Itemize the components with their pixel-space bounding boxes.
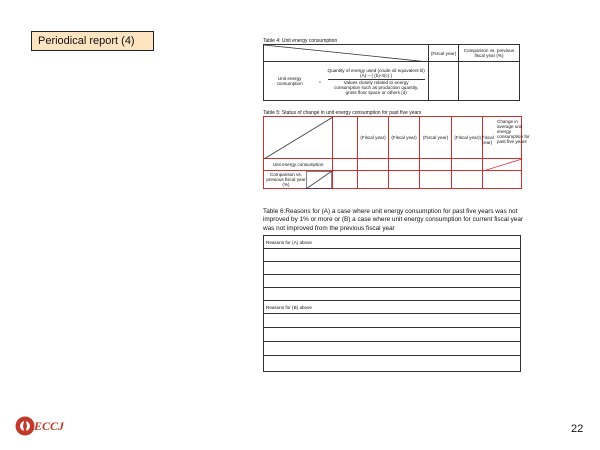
table4-row-label: Unit energy consumption [276, 76, 303, 86]
table4 [263, 44, 520, 101]
table4-numerator-1: Quantity of energy used (crude oil equivalent kl) [327, 67, 425, 73]
table5-cell[interactable] [452, 171, 483, 189]
table6-line[interactable] [264, 356, 521, 372]
table4-diagonal-line [264, 45, 429, 62]
table5-row-unit-energy: Unit energy consumption [264, 159, 333, 171]
table4-header-comparison: Comparison vs. previous fiscal year (%) [459, 45, 520, 62]
table6-line[interactable] [264, 288, 521, 301]
table5-diagonal-cell [264, 117, 333, 159]
table6-line[interactable] [264, 249, 521, 262]
table6-line[interactable] [264, 328, 521, 342]
table5-header-5: (Fiscal year) Change in average unit energy consumption for past five years [483, 117, 522, 159]
table5-cell[interactable] [452, 159, 483, 171]
table5-cell[interactable] [389, 171, 420, 189]
table5-caption: Table 5: Status of change in unit energy consumption for past five years [263, 110, 422, 116]
table5-cell[interactable] [358, 171, 389, 189]
table5-diagonal-line [264, 117, 333, 159]
table4-denominator-3: gross floor space or others (d) [345, 89, 407, 95]
table4-numerator-2: (A) − ( (b)-4(c) ) [360, 72, 393, 78]
table4-denominator-1: Values closely related to energy [343, 79, 409, 85]
eccj-logo-text: ECCJ [34, 419, 65, 433]
table5-change-header: Change in average unit energy consumption for past five years [497, 119, 530, 144]
table5-cell[interactable] [420, 159, 452, 171]
table6 [263, 235, 521, 372]
table5-header-4: (Fiscal year) [452, 117, 483, 159]
table4-value-comparison[interactable] [459, 62, 520, 101]
table6-reason-a-label: Reasons for (A) above [264, 236, 521, 249]
table4-diagonal-cell [264, 45, 429, 62]
table6-line[interactable] [264, 342, 521, 356]
table4-formula-cell [264, 62, 429, 101]
table5-header-3: (Fiscal year) [420, 117, 452, 159]
table4-equals: = [318, 78, 322, 84]
table5-comparison-diagonal [306, 171, 332, 189]
table5-cell[interactable] [420, 171, 452, 189]
table6-caption: Table 6:Reasons for (A) a case where unit energy consumption for past five years was not improved by 1% or more or (B) a case where unit energy consumption for current fiscal year was not improved from the previous fiscal year [263, 208, 523, 232]
table6-reason-b-label: Reasons for (B) above [264, 301, 521, 314]
table5-change-diagonal [483, 159, 522, 171]
table6-line[interactable] [264, 275, 521, 288]
table5-cell[interactable] [333, 159, 358, 171]
table6-line[interactable] [264, 262, 521, 275]
table4-denominator-2: consumption such as production quantity, [334, 84, 419, 90]
table4-value-fiscal[interactable] [429, 62, 459, 101]
table5 [263, 116, 530, 189]
table5-cell[interactable] [389, 159, 420, 171]
table5-header-2: (Fiscal year) [389, 117, 420, 159]
table4-caption: Table 4: Unit energy consumption [263, 38, 338, 44]
table5-header-1: (Fiscal year) [358, 117, 389, 159]
table5-cell[interactable] [333, 171, 358, 189]
table4-fraction [328, 68, 425, 95]
table4-header-fiscal: (Fiscal year) [429, 45, 459, 62]
table6-line[interactable] [264, 314, 521, 328]
table5-change-cell [483, 159, 522, 171]
page-number: 22 [571, 423, 584, 435]
table5-row-comparison: Comparison vs. previous fiscal year (%) [264, 171, 333, 189]
table5-cell [483, 171, 522, 189]
slide-title: Periodical report (4) [31, 31, 154, 51]
table5-cell[interactable] [358, 159, 389, 171]
